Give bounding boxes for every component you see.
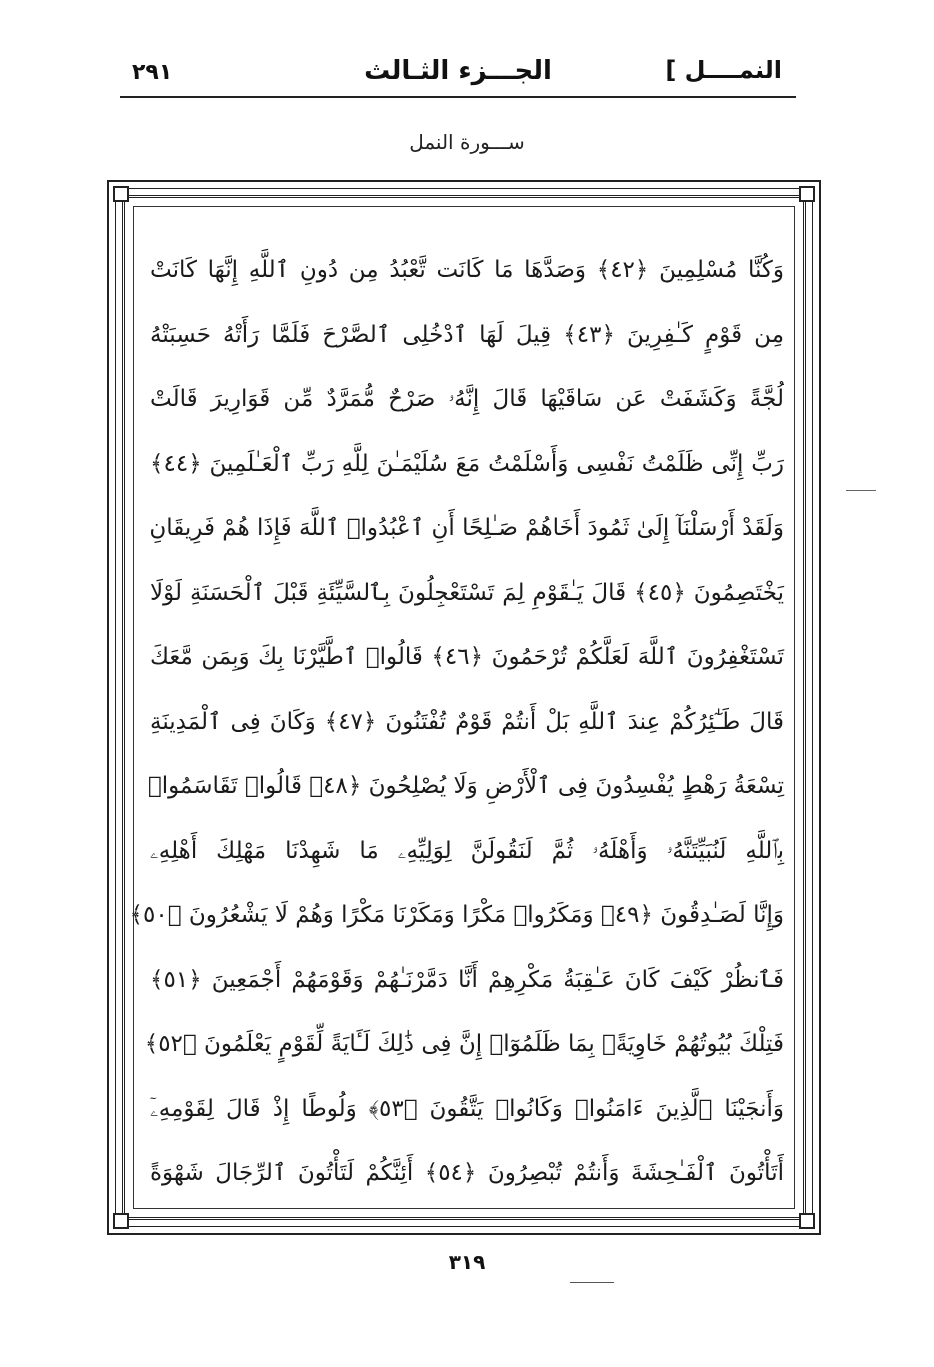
frame-corner-ornament [113, 1213, 129, 1229]
text-line: بِٱللَّهِ لَنُبَيِّتَنَّهُۥ وَأَهْلَهُۥ ثُمَّ لَنَقُولَنَّ لِوَلِيِّهِۦ مَا شَهِدْنَا مَهْلِكَ أَهْلِهِۦ [150, 837, 784, 864]
header-surah-name: النمــــل ] [665, 56, 782, 84]
text-line: وَإِنَّا لَصَـٰدِقُونَ ﴿٤٩﴾ وَمَكَرُوا۟ مَكْرًا وَمَكَرْنَا مَكْرًا وَهُمْ لَا يَشْعُرُونَ ﴿٥٠﴾ [129, 902, 784, 928]
page-header [120, 50, 796, 98]
quran-text-block [129, 238, 785, 1206]
header-juz-title: الجـــزء الثـالث [364, 56, 552, 86]
text-line: وَلَقَدْ أَرْسَلْنَآ إِلَىٰ ثَمُودَ أَخَاهُمْ صَـٰلِحًا أَنِ ٱعْبُدُوا۟ ٱللَّهَ فَإِذَا هُمْ فَرِيقَانِ [149, 515, 784, 541]
footer-dash [570, 1282, 614, 1283]
text-line: قَالَ طَـٰٓئِرُكُمْ عِندَ ٱللَّهِ بَلْ أَنتُمْ قَوْمٌ تُفْتَنُونَ ﴿٤٧﴾ وَكَانَ فِى ٱلْمَدِينَةِ [150, 708, 784, 735]
margin-mark [846, 490, 876, 491]
header-rule [120, 96, 796, 98]
surah-title: ســـورة النمل [409, 130, 525, 154]
text-line: تَسْتَغْفِرُونَ ٱللَّهَ لَعَلَّكُمْ تُرْحَمُونَ ﴿٤٦﴾ قَالُوا۟ ٱطَّيَّرْنَا بِكَ وَبِمَن مَّعَكَ [150, 644, 784, 670]
footer-page-number: ٣١٩ [448, 1250, 486, 1274]
text-line: أَتَأْتُونَ ٱلْفَـٰحِشَةَ وَأَنتُمْ تُبْصِرُونَ ﴿٥٤﴾ أَئِنَّكُمْ لَتَأْتُونَ ٱلرِّجَالَ شَهْوَةً [150, 1160, 784, 1186]
text-line: وَأَنجَيْنَا ٱلَّذِينَ ءَامَنُوا۟ وَكَانُوا۟ يَتَّقُونَ ﴿٥٣﴾ وَلُوطًا إِذْ قَالَ لِقَوْمِهِۦٓ [150, 1095, 784, 1122]
text-line: مِن قَوْمٍ كَـٰفِرِينَ ﴿٤٣﴾ قِيلَ لَهَا ٱدْخُلِى ٱلصَّرْحَ فَلَمَّا رَأَتْهُ حَسِبَتْهُ [150, 321, 785, 348]
frame-corner-ornament [799, 1213, 815, 1229]
text-line: تِسْعَةُ رَهْطٍ يُفْسِدُونَ فِى ٱلْأَرْضِ وَلَا يُصْلِحُونَ ﴿٤٨﴾ قَالُوا۟ تَقَاسَمُوا۟ [147, 773, 784, 799]
text-line: وَكُنَّا مُسْلِمِينَ ﴿٤٢﴾ وَصَدَّهَا مَا كَانَت تَّعْبُدُ مِن دُونِ ٱللَّهِ إِنَّهَا كَانَتْ [150, 257, 784, 283]
text-line: لُجَّةً وَكَشَفَتْ عَن سَاقَيْهَا قَالَ إِنَّهُۥ صَرْحٌ مُّمَرَّدٌ مِّن قَوَارِيرَ قَالَتْ [150, 386, 784, 412]
text-line: فَتِلْكَ بُيُوتُهُمْ خَاوِيَةًۢ بِمَا ظَلَمُوٓا۟ إِنَّ فِى ذَٰلِكَ لَـَٔايَةً لِّقَوْمٍ يَعْلَمُونَ ﴿٥٢﴾ [144, 1031, 784, 1057]
header-page-number: ٢٩١ [132, 60, 173, 85]
text-line: يَخْتَصِمُونَ ﴿٤٥﴾ قَالَ يَـٰقَوْمِ لِمَ تَسْتَعْجِلُونَ بِٱلسَّيِّئَةِ قَبْلَ ٱلْحَسَنَةِ لَوْلَا [150, 579, 784, 606]
frame-corner-ornament [113, 186, 129, 202]
text-line: رَبِّ إِنِّى ظَلَمْتُ نَفْسِى وَأَسْلَمْتُ مَعَ سُلَيْمَـٰنَ لِلَّهِ رَبِّ ٱلْعَـٰلَمِينَ ﴿٤٤﴾ [150, 450, 784, 477]
frame-corner-ornament [799, 186, 815, 202]
text-line: فَٱنظُرْ كَيْفَ كَانَ عَـٰقِبَةُ مَكْرِهِمْ أَنَّا دَمَّرْنَـٰهُمْ وَقَوْمَهُمْ أَجْمَعِينَ ﴿٥١﴾ [150, 966, 784, 993]
